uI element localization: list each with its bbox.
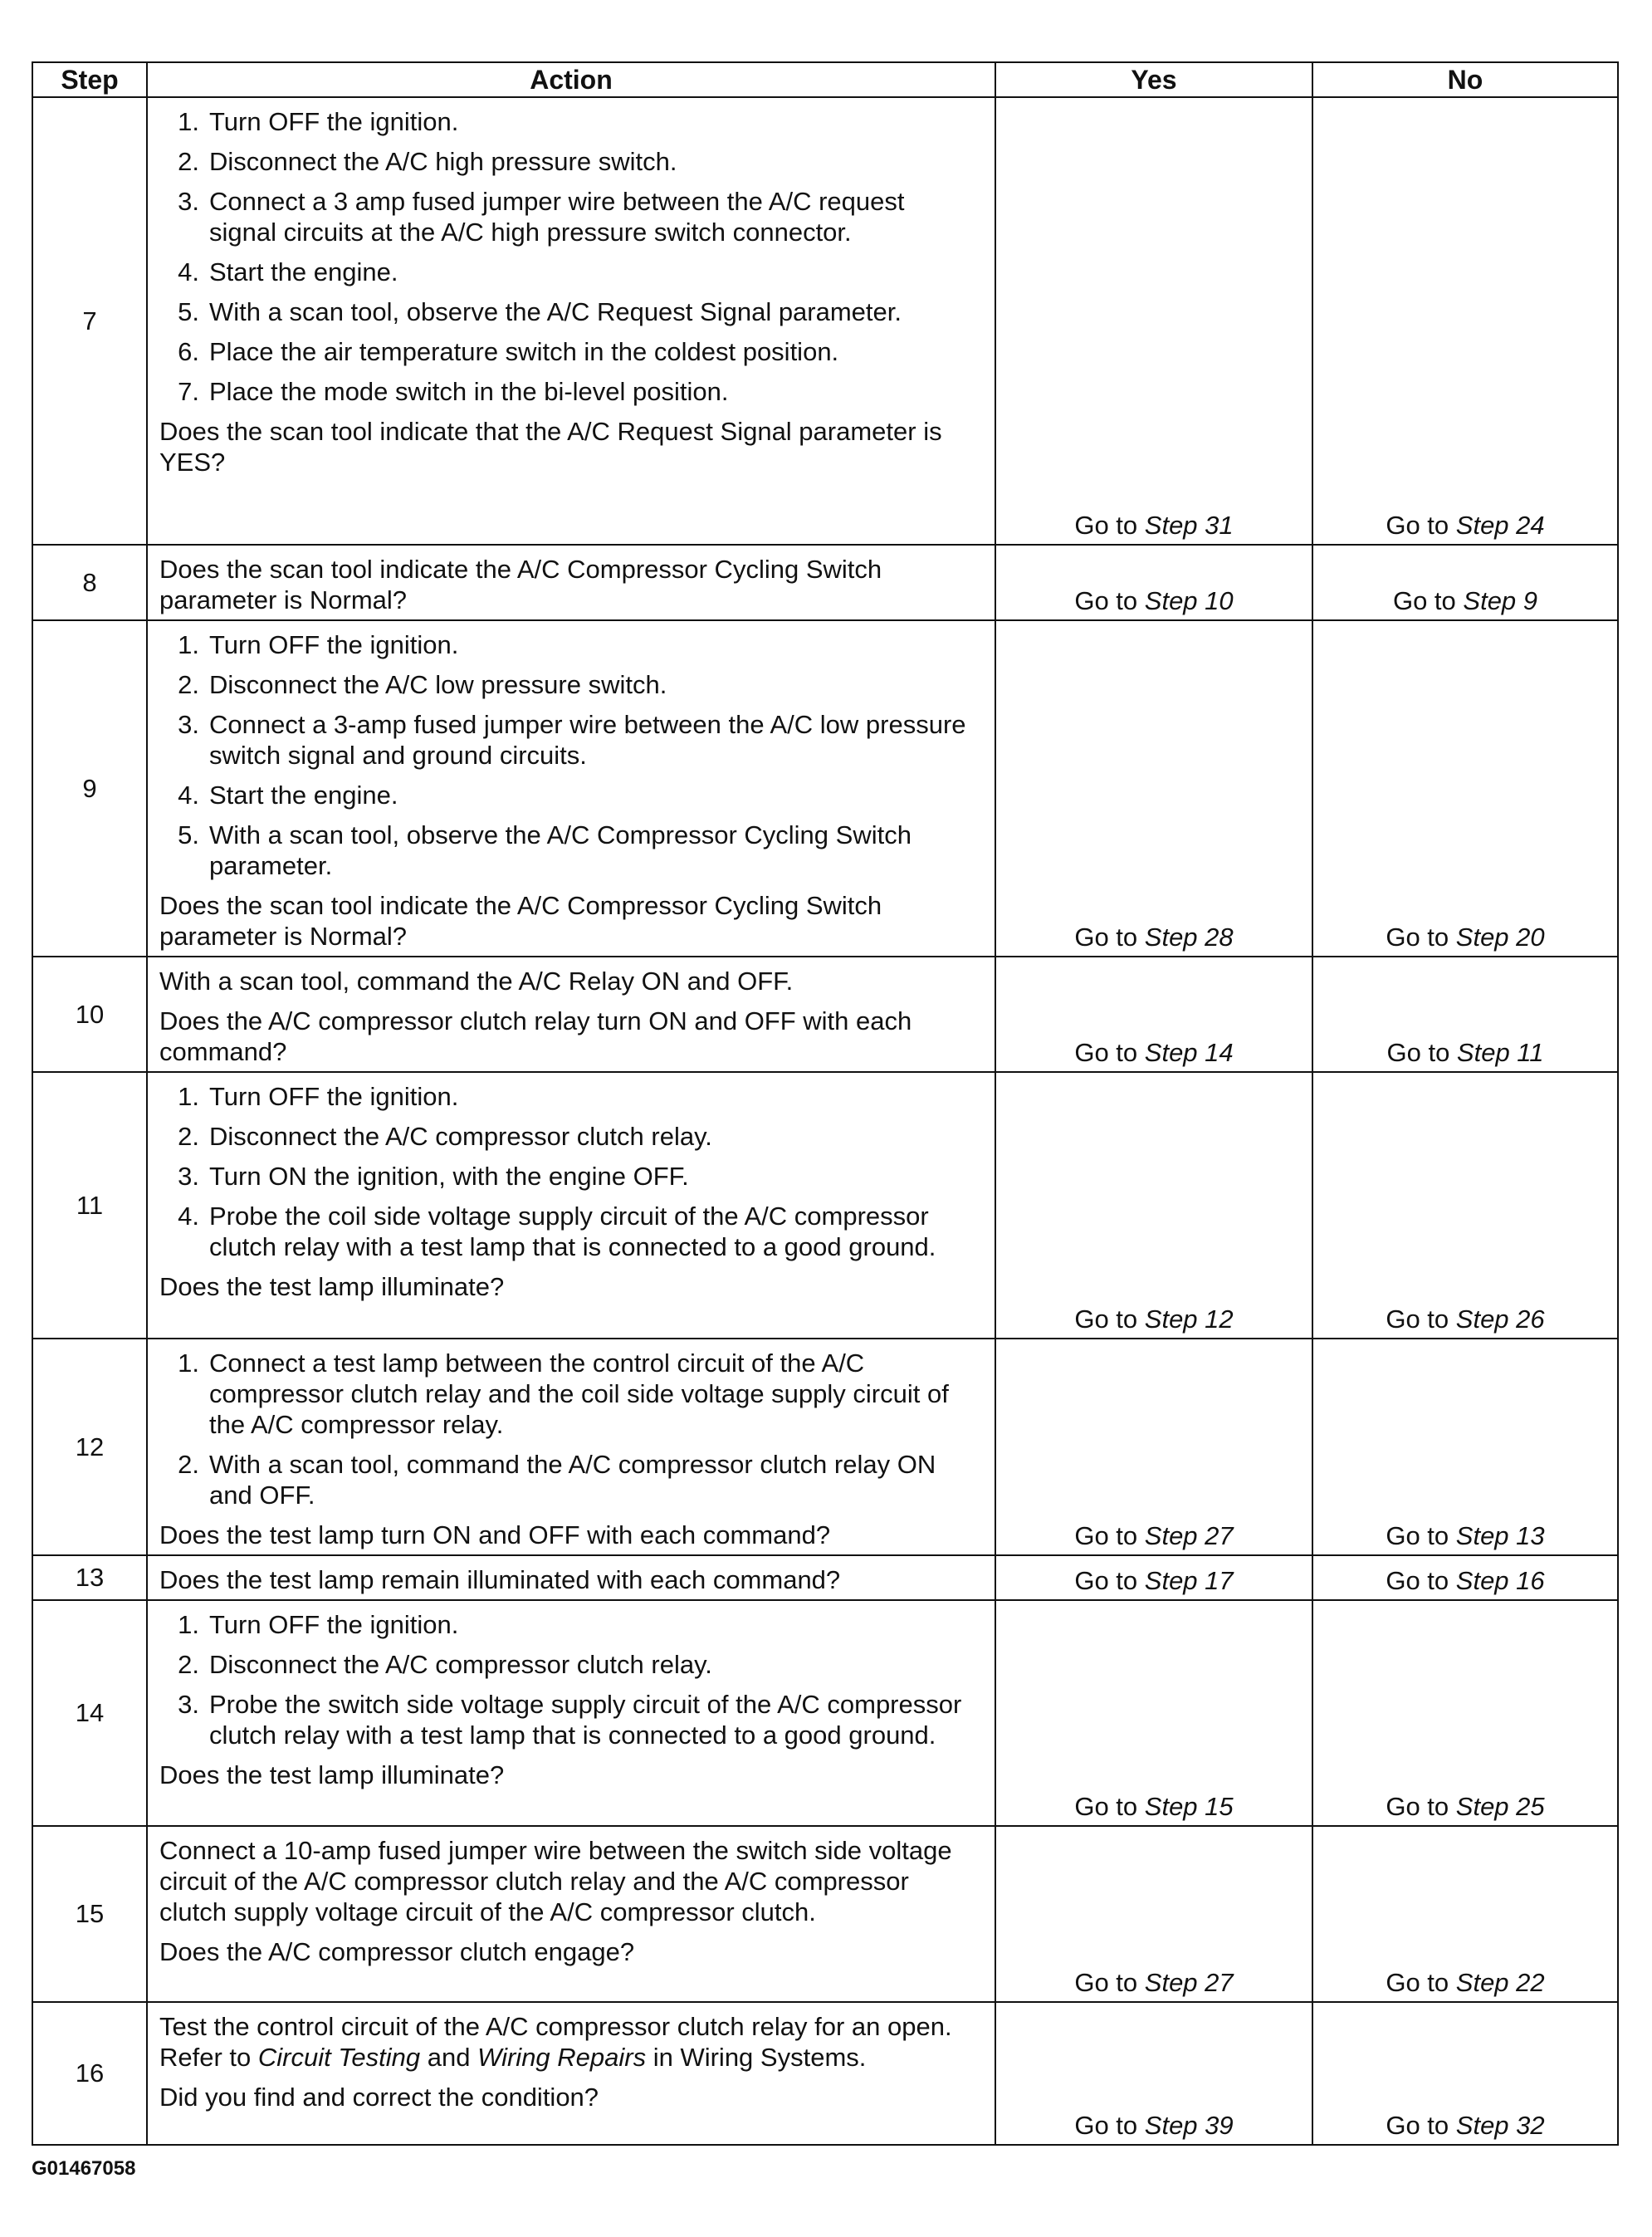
substep-text: Place the air temperature switch in the coldest position. [209, 337, 839, 366]
substep [159, 106, 978, 137]
action-substeps [159, 1609, 978, 1750]
step-row [32, 620, 1618, 957]
step-number: 12 [32, 1339, 147, 1555]
step-row [32, 97, 1618, 545]
substep-number: 4. [178, 257, 199, 286]
step-question: Does the test lamp illuminate? [159, 1760, 505, 1789]
step-row [32, 1339, 1618, 1555]
step-row [32, 1555, 1618, 1600]
goto-prefix: Go to [1392, 586, 1464, 615]
substep [159, 709, 978, 771]
substep [159, 296, 978, 327]
substep-text: Turn ON the ignition, with the engine OFF. [209, 1162, 689, 1191]
goto-prefix: Go to [1074, 586, 1145, 615]
step-number: 7 [32, 97, 147, 545]
action-substeps [159, 1081, 978, 1262]
goto-step-link: Step 26 [1455, 1305, 1545, 1334]
goto-step-link: Step 28 [1144, 923, 1234, 952]
step-number: 9 [32, 620, 147, 957]
action-substeps [159, 1348, 978, 1510]
goto-prefix: Go to [1074, 1305, 1145, 1334]
step-row [32, 545, 1618, 620]
substep-number: 2. [178, 1450, 199, 1479]
step-number: 11 [32, 1072, 147, 1339]
goto-step-link: Step 25 [1455, 1792, 1545, 1821]
step-row [32, 2002, 1618, 2145]
substep-text: Turn OFF the ignition. [209, 107, 459, 136]
goto-step-link: Step 14 [1144, 1038, 1234, 1067]
result-no [1312, 1072, 1618, 1339]
step-number: 8 [32, 545, 147, 620]
substep-text: Turn OFF the ignition. [209, 1610, 459, 1639]
goto-step-link: Step 22 [1455, 1968, 1545, 1997]
substep-text: Turn OFF the ignition. [209, 1082, 459, 1111]
goto-step-link: Step 11 [1456, 1038, 1544, 1067]
reference-title: Circuit Testing [257, 2043, 421, 2072]
substep-text: Start the engine. [209, 257, 398, 286]
goto-prefix: Go to [1074, 1521, 1145, 1550]
step-question: Does the scan tool indicate that the A/C Request Signal parameter is YES? [159, 417, 942, 477]
reference-title: Wiring Repairs [477, 2043, 647, 2072]
result-yes [995, 1555, 1312, 1600]
instruction-text: and [420, 2043, 478, 2072]
substep-number: 1. [178, 1610, 199, 1639]
step-row [32, 1600, 1618, 1826]
instruction-text: Test the control circuit of the A/C compressor clutch relay for an open. Refer to [159, 2012, 952, 2072]
goto-step-link: Step 20 [1455, 923, 1545, 952]
goto-step-link: Step 17 [1144, 1566, 1234, 1595]
substep [159, 1649, 978, 1680]
result-no [1312, 97, 1618, 545]
substep-number: 6. [178, 337, 199, 366]
goto-step-link: Step 32 [1455, 2111, 1545, 2140]
step-number: 15 [32, 1826, 147, 2002]
header-action: Action [147, 62, 995, 97]
substep [159, 1348, 978, 1440]
goto-step-link: Step 9 [1463, 586, 1538, 615]
result-yes [995, 1600, 1312, 1826]
figure-code: G01467058 [32, 2157, 136, 2180]
substep-text: Disconnect the A/C compressor clutch relay. [209, 1122, 712, 1151]
substep-text: Probe the switch side voltage supply circuit of the A/C compressor clutch relay with a test lamp that is connected to a good ground. [209, 1690, 962, 1750]
step-action [147, 1072, 995, 1339]
action-substeps [159, 629, 978, 881]
step-question: Does the test lamp remain illuminated with each command? [159, 1565, 841, 1594]
substep-text: Place the mode switch in the bi-level position. [209, 377, 729, 406]
step-number: 16 [32, 2002, 147, 2145]
goto-prefix: Go to [1386, 1305, 1456, 1334]
substep [159, 1609, 978, 1640]
substep [159, 780, 978, 810]
substep [159, 1121, 978, 1152]
substep-number: 2. [178, 1650, 199, 1679]
substep-text: Probe the coil side voltage supply circuit of the A/C compressor clutch relay with a test lamp that is connected to a good ground. [209, 1202, 936, 1261]
step-action [147, 620, 995, 957]
step-rows [32, 97, 1618, 2145]
substep-number: 2. [178, 147, 199, 176]
substep [159, 1201, 978, 1262]
substep [159, 376, 978, 407]
step-action [147, 1555, 995, 1600]
substep-text: Connect a 3-amp fused jumper wire between the A/C low pressure switch signal and ground circuits. [209, 710, 966, 770]
result-yes [995, 1339, 1312, 1555]
step-row [32, 957, 1618, 1072]
goto-prefix: Go to [1386, 2111, 1456, 2140]
step-action [147, 545, 995, 620]
goto-step-link: Step 27 [1144, 1968, 1234, 1997]
substep [159, 336, 978, 367]
substep [159, 1081, 978, 1112]
step-question: Does the A/C compressor clutch relay turn ON and OFF with each command? [159, 1006, 912, 1066]
step-action [147, 1600, 995, 1826]
result-no [1312, 1600, 1618, 1826]
result-yes [995, 97, 1312, 545]
action-instruction [159, 2011, 978, 2073]
substep-number: 1. [178, 1349, 199, 1378]
substep [159, 669, 978, 700]
substep-number: 1. [178, 630, 199, 659]
substep-text: Turn OFF the ignition. [209, 630, 459, 659]
goto-prefix: Go to [1074, 1792, 1145, 1821]
goto-step-link: Step 10 [1144, 586, 1234, 615]
header-yes: Yes [995, 62, 1312, 97]
substep-number: 3. [178, 1162, 199, 1191]
result-yes [995, 1826, 1312, 2002]
goto-step-link: Step 31 [1144, 511, 1234, 540]
substep-text: Start the engine. [209, 781, 398, 810]
goto-prefix: Go to [1074, 1038, 1145, 1067]
goto-prefix: Go to [1386, 1038, 1457, 1067]
goto-step-link: Step 15 [1144, 1792, 1234, 1821]
result-yes [995, 545, 1312, 620]
step-action [147, 2002, 995, 2145]
step-number: 14 [32, 1600, 147, 1826]
substep-number: 2. [178, 1122, 199, 1151]
action-instruction: With a scan tool, command the A/C Relay ON and OFF. [159, 967, 794, 996]
substep-number: 1. [178, 1082, 199, 1111]
result-no [1312, 545, 1618, 620]
goto-prefix: Go to [1074, 511, 1145, 540]
goto-step-link: Step 27 [1144, 1521, 1234, 1550]
step-question: Does the test lamp turn ON and OFF with each command? [159, 1520, 831, 1549]
substep-text: With a scan tool, command the A/C compressor clutch relay ON and OFF. [209, 1450, 936, 1510]
substep-text: Connect a 3 amp fused jumper wire between the A/C request signal circuits at the A/C high pressure switch connector. [209, 187, 905, 247]
step-question: Does the scan tool indicate the A/C Compressor Cycling Switch parameter is Normal? [159, 891, 882, 951]
goto-step-link: Step 12 [1144, 1305, 1234, 1334]
substep-number: 5. [178, 820, 199, 849]
substep-number: 2. [178, 670, 199, 699]
substep-text: Disconnect the A/C compressor clutch relay. [209, 1650, 712, 1679]
step-row [32, 1826, 1618, 2002]
goto-prefix: Go to [1074, 923, 1145, 952]
step-question: Does the test lamp illuminate? [159, 1272, 505, 1301]
result-yes [995, 2002, 1312, 2145]
substep-number: 7. [178, 377, 199, 406]
goto-prefix: Go to [1386, 923, 1456, 952]
header-no: No [1312, 62, 1618, 97]
instruction-text: in Wiring Systems. [646, 2043, 867, 2072]
result-yes [995, 957, 1312, 1072]
substep-number: 3. [178, 187, 199, 216]
goto-prefix: Go to [1386, 1521, 1456, 1550]
result-yes [995, 620, 1312, 957]
substep [159, 1449, 978, 1510]
substep-number: 3. [178, 710, 199, 739]
goto-prefix: Go to [1386, 511, 1456, 540]
goto-prefix: Go to [1386, 1792, 1456, 1821]
goto-prefix: Go to [1386, 1968, 1456, 1997]
substep-text: Disconnect the A/C high pressure switch. [209, 147, 677, 176]
substep-number: 4. [178, 1202, 199, 1231]
substep [159, 257, 978, 287]
substep-number: 4. [178, 781, 199, 810]
result-no [1312, 1826, 1618, 2002]
step-number: 13 [32, 1555, 147, 1600]
goto-prefix: Go to [1074, 2111, 1145, 2140]
action-substeps [159, 106, 978, 407]
substep-number: 5. [178, 297, 199, 326]
diagnostic-step-table [32, 61, 1619, 2146]
step-number: 10 [32, 957, 147, 1072]
substep [159, 186, 978, 247]
substep [159, 146, 978, 177]
step-question: Does the A/C compressor clutch engage? [159, 1937, 635, 1966]
substep [159, 629, 978, 660]
goto-prefix: Go to [1074, 1566, 1145, 1595]
substep-text: Disconnect the A/C low pressure switch. [209, 670, 667, 699]
result-no [1312, 957, 1618, 1072]
step-action [147, 97, 995, 545]
goto-step-link: Step 39 [1144, 2111, 1234, 2140]
substep-text: With a scan tool, observe the A/C Compressor Cycling Switch parameter. [209, 820, 912, 880]
substep-text: Connect a test lamp between the control circuit of the A/C compressor clutch relay and the coil side voltage supply circuit of the A/C compressor relay. [209, 1349, 949, 1439]
goto-step-link: Step 16 [1455, 1566, 1545, 1595]
step-question: Does the scan tool indicate the A/C Compressor Cycling Switch parameter is Normal? [159, 555, 882, 614]
step-action [147, 957, 995, 1072]
goto-prefix: Go to [1074, 1968, 1145, 1997]
substep-text: With a scan tool, observe the A/C Request Signal parameter. [209, 297, 902, 326]
header-step: Step [32, 62, 147, 97]
goto-prefix: Go to [1386, 1566, 1456, 1595]
goto-step-link: Step 24 [1455, 511, 1545, 540]
header-row [32, 62, 1618, 97]
step-action [147, 1339, 995, 1555]
result-no [1312, 1339, 1618, 1555]
substep-number: 3. [178, 1690, 199, 1719]
result-no [1312, 620, 1618, 957]
substep-number: 1. [178, 107, 199, 136]
step-action [147, 1826, 995, 2002]
result-no [1312, 1555, 1618, 1600]
step-row [32, 1072, 1618, 1339]
step-question: Did you find and correct the condition? [159, 2083, 599, 2112]
result-yes [995, 1072, 1312, 1339]
goto-step-link: Step 13 [1455, 1521, 1545, 1550]
substep [159, 1161, 978, 1192]
action-instruction: Connect a 10-amp fused jumper wire between the switch side voltage circuit of the A/C compressor clutch relay and the A/C compressor clutch supply voltage circuit of the A/C compressor clutch. [159, 1836, 952, 1926]
result-no [1312, 2002, 1618, 2145]
substep [159, 1689, 978, 1750]
substep [159, 820, 978, 881]
